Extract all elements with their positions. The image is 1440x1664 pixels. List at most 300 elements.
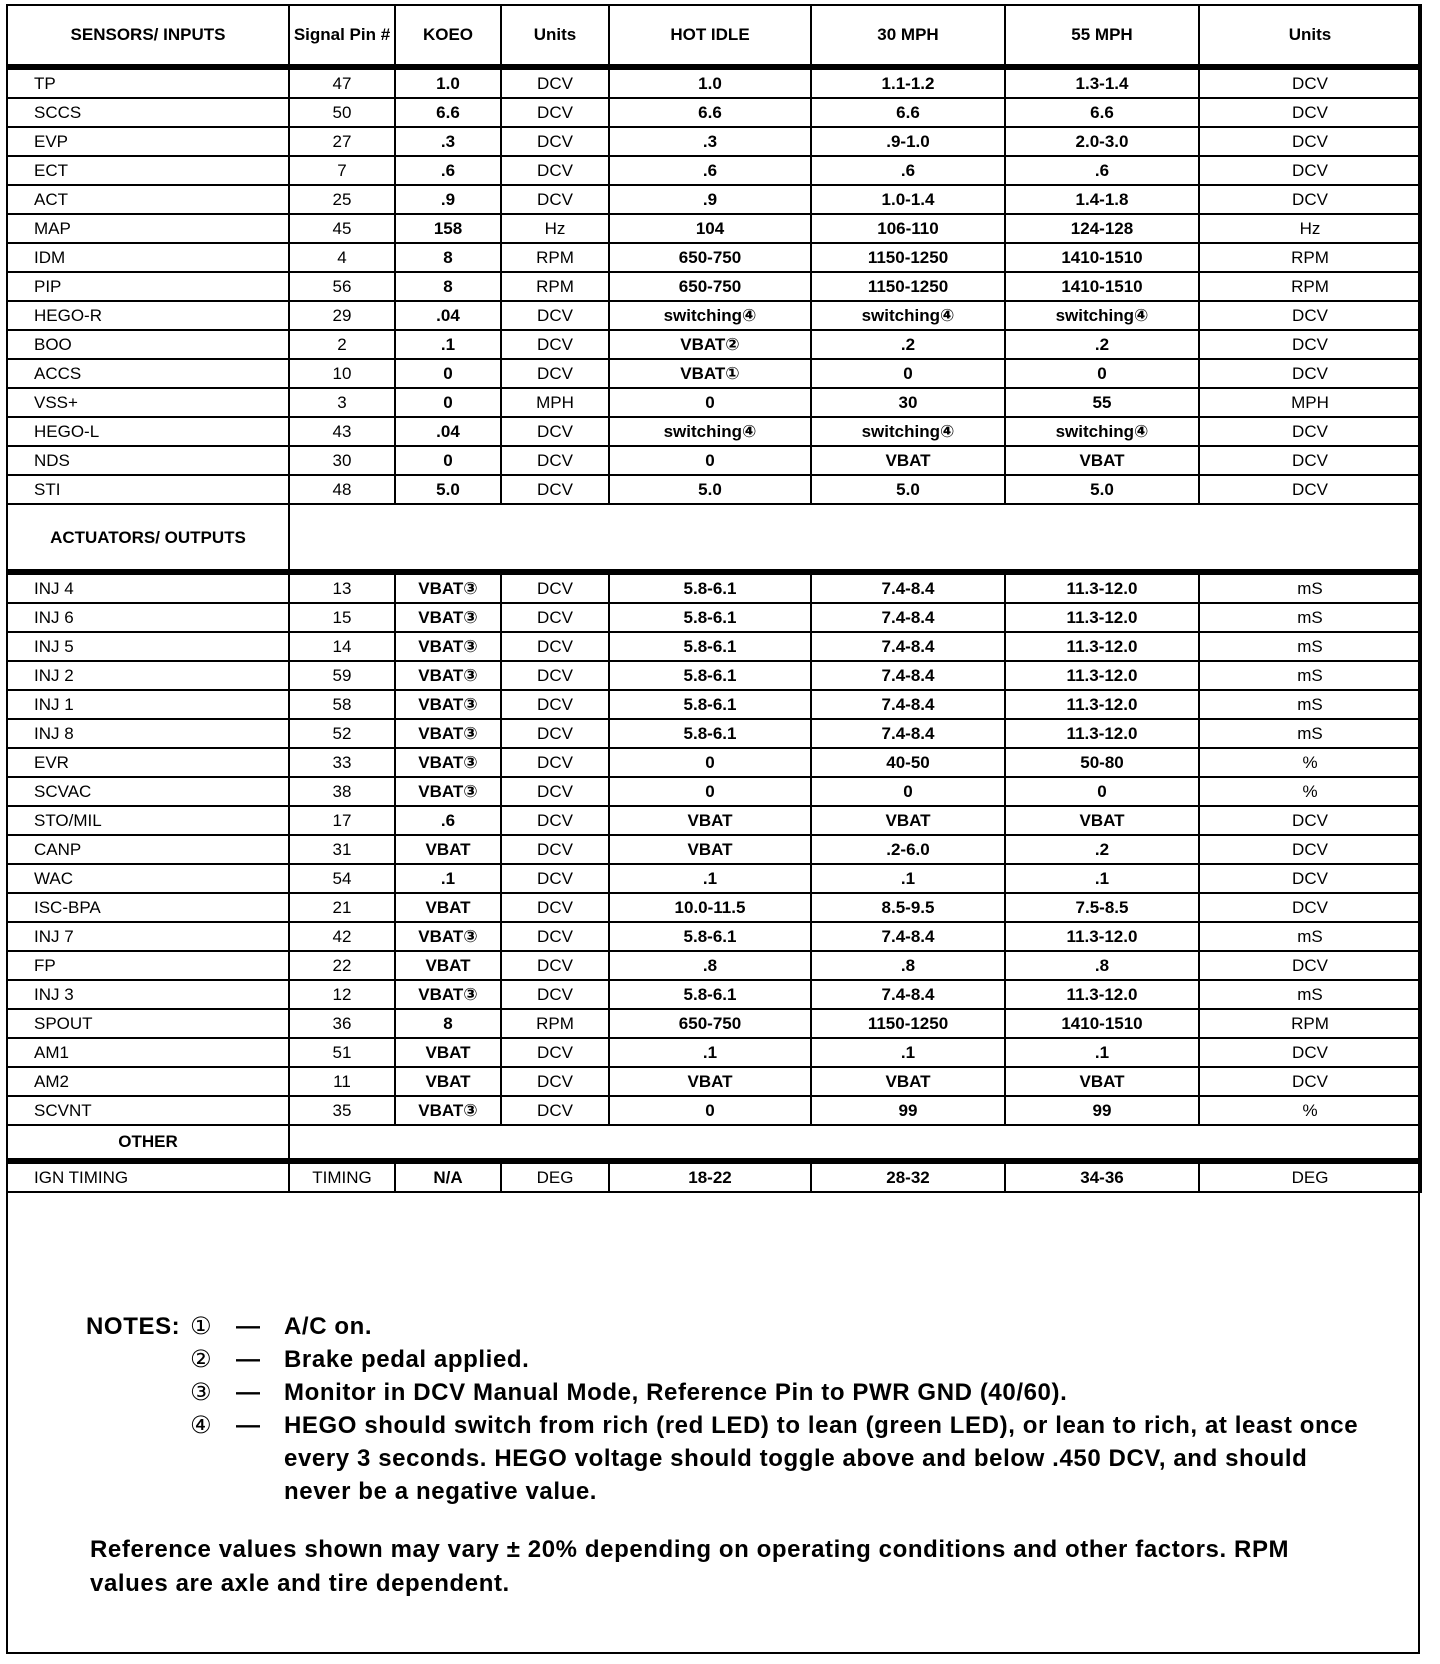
table-cell: RPM (501, 243, 609, 272)
table-cell: DCV (501, 835, 609, 864)
table-row (7, 1067, 1421, 1096)
table-cell: .3 (395, 127, 501, 156)
note-dash: — (236, 1346, 261, 1373)
note-text: HEGO should switch from rich (red LED) to lean (green LED), or lean to rich, at least once every 3 seconds. HEGO voltage should toggle above and below .450 DCV, and should never be a negative value. (284, 1412, 1359, 1505)
table-cell: mS (1199, 661, 1421, 690)
table-cell: 38 (289, 777, 395, 806)
table-cell: DCV (1199, 330, 1421, 359)
table-cell: .6 (395, 156, 501, 185)
section-header-row (7, 1125, 1421, 1161)
table-cell: 0 (1005, 777, 1199, 806)
table-cell: DCV (1199, 835, 1421, 864)
table-cell: 17 (289, 806, 395, 835)
table-row (7, 388, 1421, 417)
table-cell: 30 (811, 388, 1005, 417)
note-number: ③ (190, 1379, 213, 1406)
table-cell: VBAT (395, 835, 501, 864)
table-row (7, 572, 1421, 603)
table-cell: DCV (501, 661, 609, 690)
table-cell: 0 (811, 777, 1005, 806)
table-cell: DCV (1199, 301, 1421, 330)
table-cell: 5.0 (1005, 475, 1199, 504)
table-cell: 8 (395, 243, 501, 272)
table-cell: 6.6 (395, 98, 501, 127)
table-cell: 0 (395, 388, 501, 417)
table-cell: DCV (1199, 127, 1421, 156)
table-cell: 0 (609, 388, 811, 417)
table-cell: .1 (1005, 1038, 1199, 1067)
table-cell: DCV (501, 475, 609, 504)
table-cell: DEG (501, 1161, 609, 1192)
table-cell: DCV (501, 127, 609, 156)
table-cell: DCV (501, 748, 609, 777)
table-cell: VBAT (609, 1067, 811, 1096)
section-blank (289, 504, 1421, 572)
table-cell: VBAT③ (395, 922, 501, 951)
table-cell: RPM (501, 272, 609, 301)
note-dash: — (236, 1313, 261, 1340)
table-cell: 5.8-6.1 (609, 690, 811, 719)
table-cell: VBAT (1005, 1067, 1199, 1096)
table-cell: 1.1-1.2 (811, 67, 1005, 98)
row-label: SPOUT (7, 1009, 289, 1038)
reference-note: Reference values shown may vary ± 20% depending on operating conditions and other factors. RPM values are axle and tire dependent. (90, 1536, 1290, 1597)
table-row (7, 67, 1421, 98)
table-cell: 35 (289, 1096, 395, 1125)
table-cell: 25 (289, 185, 395, 214)
table-cell: VBAT (811, 446, 1005, 475)
table-row (7, 214, 1421, 243)
table-cell: 50 (289, 98, 395, 127)
table-cell: 0 (395, 359, 501, 388)
row-label: INJ 3 (7, 980, 289, 1009)
table-cell: 27 (289, 127, 395, 156)
table-cell: 0 (395, 446, 501, 475)
row-label: INJ 4 (7, 572, 289, 603)
row-label: AM1 (7, 1038, 289, 1067)
table-row (7, 748, 1421, 777)
note-text: Monitor in DCV Manual Mode, Reference Pin to PWR GND (40/60). (284, 1379, 1068, 1406)
column-header: Units (1199, 5, 1421, 67)
note-row (86, 1343, 1376, 1376)
table-cell: DCV (501, 603, 609, 632)
table-cell: VBAT③ (395, 748, 501, 777)
table-cell: 0 (1005, 359, 1199, 388)
row-label: MAP (7, 214, 289, 243)
table-cell: DCV (501, 951, 609, 980)
table-cell: switching④ (609, 417, 811, 446)
table-cell: DCV (1199, 893, 1421, 922)
note-indent (86, 1409, 190, 1508)
note-dash: — (236, 1412, 261, 1439)
table-cell: 7.5-8.5 (1005, 893, 1199, 922)
table-cell: 7.4-8.4 (811, 632, 1005, 661)
row-label: SCVAC (7, 777, 289, 806)
table-row (7, 951, 1421, 980)
table-cell: 33 (289, 748, 395, 777)
column-header: 55 MPH (1005, 5, 1199, 67)
table-cell: .3 (609, 127, 811, 156)
table-cell: DCV (501, 417, 609, 446)
note-number: ② (190, 1346, 213, 1373)
table-cell: 99 (1005, 1096, 1199, 1125)
table-cell: DCV (501, 359, 609, 388)
note-indent (86, 1343, 190, 1376)
table-cell: 5.8-6.1 (609, 719, 811, 748)
row-label: INJ 1 (7, 690, 289, 719)
table-cell: 11 (289, 1067, 395, 1096)
row-label: STI (7, 475, 289, 504)
table-cell: VBAT③ (395, 572, 501, 603)
table-cell: VBAT (1005, 446, 1199, 475)
table-row (7, 243, 1421, 272)
table-cell: mS (1199, 603, 1421, 632)
table-cell: mS (1199, 719, 1421, 748)
table-cell: 54 (289, 864, 395, 893)
table-cell: 40-50 (811, 748, 1005, 777)
section-blank (289, 1125, 1421, 1161)
table-cell: 30 (289, 446, 395, 475)
table-cell: DCV (501, 806, 609, 835)
table-row (7, 893, 1421, 922)
table-row (7, 1038, 1421, 1067)
table-cell: DCV (501, 690, 609, 719)
table-cell: .04 (395, 301, 501, 330)
table-cell: 7.4-8.4 (811, 690, 1005, 719)
table-row (7, 690, 1421, 719)
table-cell: VBAT③ (395, 690, 501, 719)
table-cell: .8 (1005, 951, 1199, 980)
table-cell: VBAT (395, 1067, 501, 1096)
column-header: 30 MPH (811, 5, 1005, 67)
notes-label: NOTES: (86, 1313, 181, 1340)
table-cell: 29 (289, 301, 395, 330)
table-cell: DCV (1199, 806, 1421, 835)
table-cell: 43 (289, 417, 395, 446)
table-cell: 6.6 (1005, 98, 1199, 127)
note-row (86, 1409, 1376, 1508)
note-row (86, 1376, 1376, 1409)
table-cell: DCV (501, 1067, 609, 1096)
table-cell: TIMING (289, 1161, 395, 1192)
table-cell: DCV (1199, 359, 1421, 388)
table-cell: .1 (609, 864, 811, 893)
table-cell: 22 (289, 951, 395, 980)
table-cell: 36 (289, 1009, 395, 1038)
table-cell: switching④ (811, 417, 1005, 446)
row-label: INJ 6 (7, 603, 289, 632)
table-row (7, 661, 1421, 690)
table-cell: DCV (1199, 951, 1421, 980)
note-number: ① (190, 1313, 213, 1340)
table-cell: 0 (609, 446, 811, 475)
table-cell: Hz (1199, 214, 1421, 243)
table-cell: .2-6.0 (811, 835, 1005, 864)
table-cell: switching④ (1005, 301, 1199, 330)
row-label: IDM (7, 243, 289, 272)
table-cell: DCV (501, 67, 609, 98)
table-cell: 0 (811, 359, 1005, 388)
table-cell: .6 (811, 156, 1005, 185)
table-cell: DCV (501, 1096, 609, 1125)
table-cell: 650-750 (609, 272, 811, 301)
table-cell: .2 (1005, 835, 1199, 864)
table-row (7, 922, 1421, 951)
table-cell: 5.8-6.1 (609, 661, 811, 690)
header-row (7, 5, 1421, 67)
section-label: OTHER (7, 1125, 289, 1161)
table-cell: DCV (1199, 417, 1421, 446)
table-cell: 15 (289, 603, 395, 632)
table-cell: 5.8-6.1 (609, 603, 811, 632)
table-cell: .9 (395, 185, 501, 214)
table-row (7, 1161, 1421, 1192)
table-row (7, 156, 1421, 185)
row-label: IGN TIMING (7, 1161, 289, 1192)
table-row (7, 185, 1421, 214)
table-cell: .1 (1005, 864, 1199, 893)
table-cell: 48 (289, 475, 395, 504)
table-cell: .1 (609, 1038, 811, 1067)
table-cell: DCV (501, 980, 609, 1009)
table-cell: 1.4-1.8 (1005, 185, 1199, 214)
table-cell: 5.0 (811, 475, 1005, 504)
table-cell: .2 (1005, 330, 1199, 359)
table-row (7, 301, 1421, 330)
table-cell: DCV (1199, 185, 1421, 214)
table-cell: VBAT③ (395, 661, 501, 690)
table-cell: DCV (1199, 1038, 1421, 1067)
table-row (7, 446, 1421, 475)
table-row (7, 806, 1421, 835)
table-cell: 99 (811, 1096, 1005, 1125)
column-header: KOEO (395, 5, 501, 67)
table-cell: mS (1199, 980, 1421, 1009)
pinpoint-values-table (6, 4, 1422, 1193)
table-cell: 1.0 (395, 67, 501, 98)
row-label: SCCS (7, 98, 289, 127)
table-cell: .6 (609, 156, 811, 185)
table-cell: .6 (1005, 156, 1199, 185)
table-cell: 47 (289, 67, 395, 98)
table-cell: DCV (501, 330, 609, 359)
row-label: BOO (7, 330, 289, 359)
table-cell: 3 (289, 388, 395, 417)
table-cell: 12 (289, 980, 395, 1009)
section-header-row (7, 504, 1421, 572)
table-cell: RPM (501, 1009, 609, 1038)
table-cell: MPH (1199, 388, 1421, 417)
table-cell: 52 (289, 719, 395, 748)
row-label: TP (7, 67, 289, 98)
table-cell: VBAT (1005, 806, 1199, 835)
table-row (7, 272, 1421, 301)
table-cell: 8 (395, 1009, 501, 1038)
table-row (7, 835, 1421, 864)
table-cell: 8.5-9.5 (811, 893, 1005, 922)
row-label: HEGO-R (7, 301, 289, 330)
table-cell: VBAT (609, 806, 811, 835)
section-label: ACTUATORS/ OUTPUTS (7, 504, 289, 572)
table-cell: VBAT (395, 951, 501, 980)
table-cell: 1.0-1.4 (811, 185, 1005, 214)
table-cell: 11.3-12.0 (1005, 603, 1199, 632)
table-cell: DCV (1199, 475, 1421, 504)
table-cell: 6.6 (609, 98, 811, 127)
table-cell: 13 (289, 572, 395, 603)
table-cell: 158 (395, 214, 501, 243)
table-cell: 1.3-1.4 (1005, 67, 1199, 98)
table-cell: VBAT③ (395, 980, 501, 1009)
table-cell: 1150-1250 (811, 243, 1005, 272)
table-cell: 11.3-12.0 (1005, 661, 1199, 690)
notes-section (86, 1310, 1376, 1508)
row-label: CANP (7, 835, 289, 864)
table-cell: 0 (609, 1096, 811, 1125)
row-label: EVP (7, 127, 289, 156)
table-row (7, 864, 1421, 893)
table-cell: DCV (1199, 864, 1421, 893)
table-cell: 11.3-12.0 (1005, 980, 1199, 1009)
table-row (7, 603, 1421, 632)
table-cell: MPH (501, 388, 609, 417)
table-cell: % (1199, 748, 1421, 777)
row-label: FP (7, 951, 289, 980)
table-cell: VBAT (395, 1038, 501, 1067)
table-cell: 51 (289, 1038, 395, 1067)
table-cell: 7.4-8.4 (811, 719, 1005, 748)
table-cell: 7.4-8.4 (811, 980, 1005, 1009)
table-cell: mS (1199, 690, 1421, 719)
table-cell: switching④ (609, 301, 811, 330)
row-label: ISC-BPA (7, 893, 289, 922)
row-label: ECT (7, 156, 289, 185)
row-label: AM2 (7, 1067, 289, 1096)
row-label: INJ 8 (7, 719, 289, 748)
table-cell: mS (1199, 572, 1421, 603)
table-cell: 124-128 (1005, 214, 1199, 243)
row-label: INJ 2 (7, 661, 289, 690)
note-text: Brake pedal applied. (284, 1346, 530, 1373)
table-cell: Hz (501, 214, 609, 243)
table-cell: DCV (501, 719, 609, 748)
table-cell: DCV (501, 156, 609, 185)
table-row (7, 330, 1421, 359)
table-cell: DCV (501, 185, 609, 214)
row-label: HEGO-L (7, 417, 289, 446)
table-cell: VBAT③ (395, 777, 501, 806)
table-cell: 1410-1510 (1005, 243, 1199, 272)
table-cell: VBAT③ (395, 632, 501, 661)
table-cell: mS (1199, 632, 1421, 661)
row-label: ACCS (7, 359, 289, 388)
table-cell: 7 (289, 156, 395, 185)
row-label: NDS (7, 446, 289, 475)
table-row (7, 980, 1421, 1009)
table-cell: 650-750 (609, 1009, 811, 1038)
table-cell: 0 (609, 748, 811, 777)
table-cell: 11.3-12.0 (1005, 690, 1199, 719)
table-cell: 18-22 (609, 1161, 811, 1192)
note-text: A/C on. (284, 1313, 373, 1340)
table-cell: 11.3-12.0 (1005, 719, 1199, 748)
table-cell: N/A (395, 1161, 501, 1192)
table-cell: DCV (1199, 98, 1421, 127)
table-cell: DEG (1199, 1161, 1421, 1192)
table-cell: switching④ (811, 301, 1005, 330)
table-cell: DCV (501, 893, 609, 922)
row-label: INJ 5 (7, 632, 289, 661)
table-cell: 5.0 (395, 475, 501, 504)
table-cell: VBAT (811, 1067, 1005, 1096)
table-cell: .1 (811, 864, 1005, 893)
table-cell: 11.3-12.0 (1005, 632, 1199, 661)
table-cell: 6.6 (811, 98, 1005, 127)
table-cell: 5.8-6.1 (609, 922, 811, 951)
table-cell: VBAT③ (395, 1096, 501, 1125)
table-cell: 31 (289, 835, 395, 864)
table-cell: 58 (289, 690, 395, 719)
table-cell: 10.0-11.5 (609, 893, 811, 922)
table-cell: .1 (395, 864, 501, 893)
table-cell: 11.3-12.0 (1005, 922, 1199, 951)
table-cell: 11.3-12.0 (1005, 572, 1199, 603)
table-cell: .04 (395, 417, 501, 446)
table-cell: .6 (395, 806, 501, 835)
row-label: STO/MIL (7, 806, 289, 835)
table-cell: 104 (609, 214, 811, 243)
table-cell: 1.0 (609, 67, 811, 98)
table-row (7, 417, 1421, 446)
note-indent (86, 1376, 190, 1409)
table-cell: DCV (1199, 156, 1421, 185)
table-cell: 5.8-6.1 (609, 632, 811, 661)
table-cell: 28-32 (811, 1161, 1005, 1192)
table-cell: 1150-1250 (811, 272, 1005, 301)
table-cell: RPM (1199, 243, 1421, 272)
table-row (7, 1009, 1421, 1038)
table-cell: .2 (811, 330, 1005, 359)
table-cell: .1 (811, 1038, 1005, 1067)
table-cell: VBAT② (609, 330, 811, 359)
table-cell: .8 (609, 951, 811, 980)
table-cell: DCV (501, 864, 609, 893)
table-row (7, 1096, 1421, 1125)
table-cell: VBAT (609, 835, 811, 864)
table-cell: VBAT① (609, 359, 811, 388)
table-cell: .9-1.0 (811, 127, 1005, 156)
table-cell: 7.4-8.4 (811, 572, 1005, 603)
table-row (7, 777, 1421, 806)
note-number: ④ (190, 1412, 213, 1439)
table-cell: 7.4-8.4 (811, 603, 1005, 632)
column-header: Units (501, 5, 609, 67)
row-label: WAC (7, 864, 289, 893)
table-cell: RPM (1199, 1009, 1421, 1038)
table-cell: 0 (609, 777, 811, 806)
table-cell: 1410-1510 (1005, 1009, 1199, 1038)
table-cell: .1 (395, 330, 501, 359)
table-cell: switching④ (1005, 417, 1199, 446)
table-cell: 1150-1250 (811, 1009, 1005, 1038)
table-cell: DCV (1199, 67, 1421, 98)
row-label: INJ 7 (7, 922, 289, 951)
table-cell: 14 (289, 632, 395, 661)
table-row (7, 127, 1421, 156)
table-cell: 45 (289, 214, 395, 243)
table-cell: RPM (1199, 272, 1421, 301)
table-cell: 56 (289, 272, 395, 301)
